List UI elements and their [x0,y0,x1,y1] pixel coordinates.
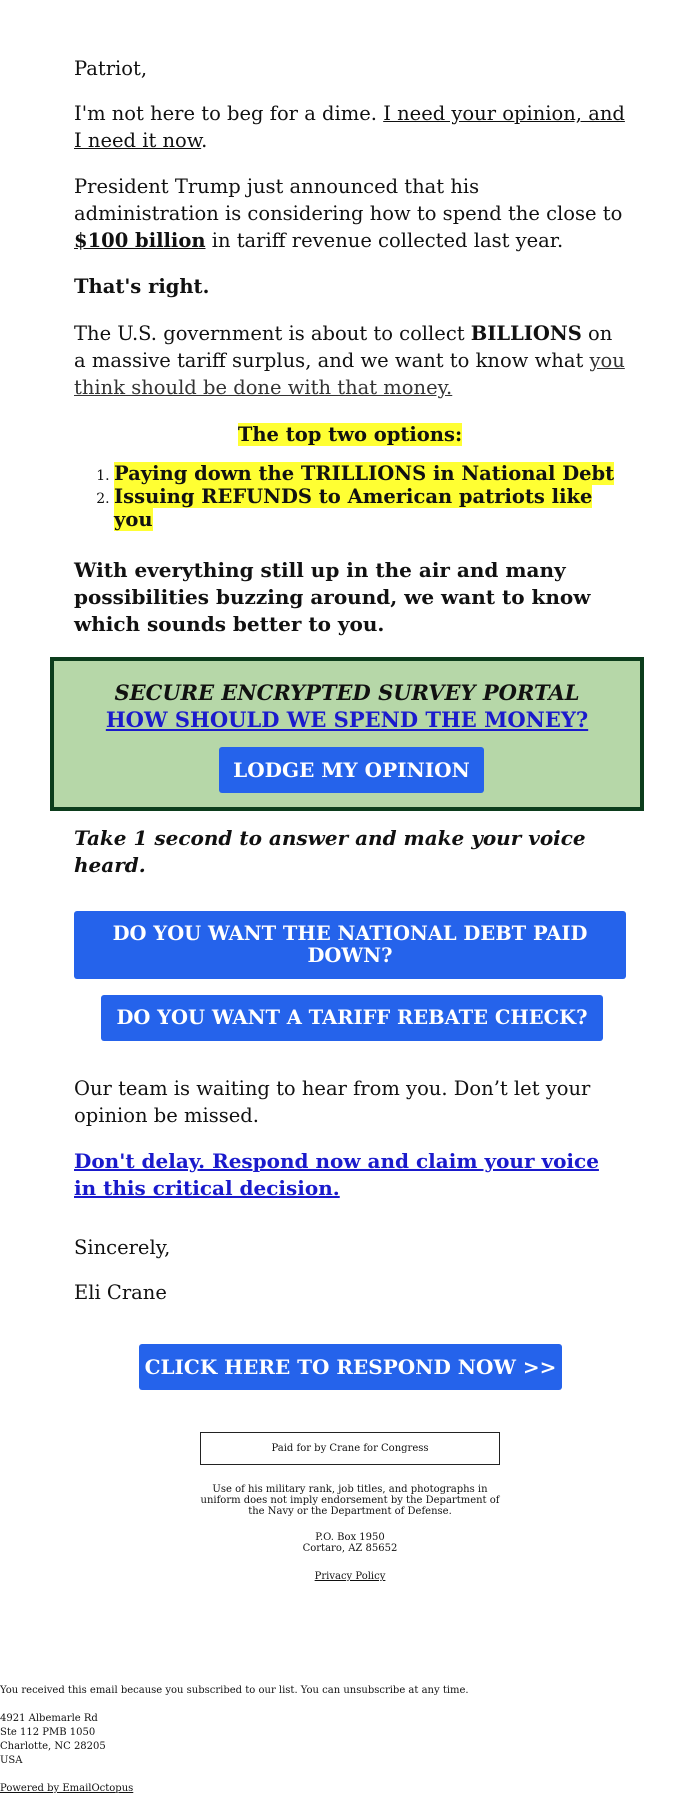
paragraph-waiting: Our team is waiting to hear from you. Don’t let your opinion be missed. [74,1077,591,1127]
email-footer [0,1684,469,1796]
greeting: Patriot, [74,57,148,80]
footer-address-line: Ste 112 PMB 1050 [0,1727,96,1738]
powered-by-link[interactable]: Powered by EmailOctopus [0,1783,134,1794]
footer-address-line: 4921 Albemarle Rd [0,1713,98,1724]
survey-portal-box [50,657,644,811]
money-emphasis: you think should be done with that money. [74,349,625,399]
sign-off: Sincerely, [74,1236,171,1259]
respond-now-button[interactable]: CLICK HERE TO RESPOND NOW >> [139,1344,562,1390]
campaign-address-line: Cortaro, AZ 85652 [302,1543,398,1554]
tariff-rebate-button[interactable]: DO YOU WANT A TARIFF REBATE CHECK? [101,995,603,1041]
paragraph-take-second: Take 1 second to answer and make your voice heard. [74,826,586,877]
paragraph-billions-lead: The U.S. government is about to collect [74,322,471,345]
email-body [74,55,626,1306]
list-item [114,485,626,531]
paragraph-opinion-lead: I'm not here to beg for a dime. [74,102,384,125]
footer-address [0,1712,469,1768]
paragraph-thats-right: That's right. [74,275,210,298]
footer-address-line: USA [0,1755,23,1766]
options-title: The top two options: [237,423,463,446]
respond-now-link[interactable]: Don't delay. Respond now and claim your voice in this critical decision. [74,1149,599,1200]
national-debt-button[interactable]: DO YOU WANT THE NATIONAL DEBT PAID DOWN? [74,911,626,979]
campaign-address-line: P.O. Box 1950 [315,1532,385,1543]
options-heading [74,421,626,448]
paragraph-announcement [74,173,626,254]
paragraph-billions-mid: on a massive tariff surplus, and we want to know what [74,322,613,372]
signer-name: Eli Crane [74,1281,167,1304]
military-disclaimer: Use of his military rank, job titles, and photographs in uniform does not imply endorsement by the Department of the Navy or the Department of Defense. [200,1484,500,1517]
paid-for-box: Paid for by Crane for Congress [200,1432,500,1465]
paragraph-opinion [74,100,626,154]
campaign-address [200,1532,500,1554]
privacy-policy-link[interactable]: Privacy Policy [314,1571,386,1582]
option-debt: Paying down the TRILLIONS in National Debt [114,462,615,485]
paragraph-announcement-lead: President Trump just announced that his administration is considering how to spend the close to [74,175,623,225]
subscription-notice: You received this email because you subscribed to our list. You can unsubscribe at any time. [0,1685,469,1696]
paragraph-announcement-tail: in tariff revenue collected last year. [205,229,564,252]
amount-emphasis: $100 billion [74,229,206,252]
paragraph-billions [74,320,626,401]
opinion-emphasis: I need your opinion, and I need it now [74,102,625,152]
footer-address-line: Charlotte, NC 28205 [0,1741,106,1752]
billions-emphasis: BILLIONS [470,322,582,345]
lodge-opinion-button[interactable]: LODGE MY OPINION [219,747,484,793]
paragraph-opinion-tail: . [201,129,208,152]
option-refunds: Issuing REFUNDS to American patriots like you [114,485,593,531]
options-list [74,462,626,531]
survey-title: SECURE ENCRYPTED SURVEY PORTAL [114,680,580,705]
list-item [114,462,626,485]
paragraph-question: With everything still up in the air and many possibilities buzzing around, we want to know which sounds better to you. [74,558,591,636]
survey-link[interactable]: HOW SHOULD WE SPEND THE MONEY? [105,707,589,732]
